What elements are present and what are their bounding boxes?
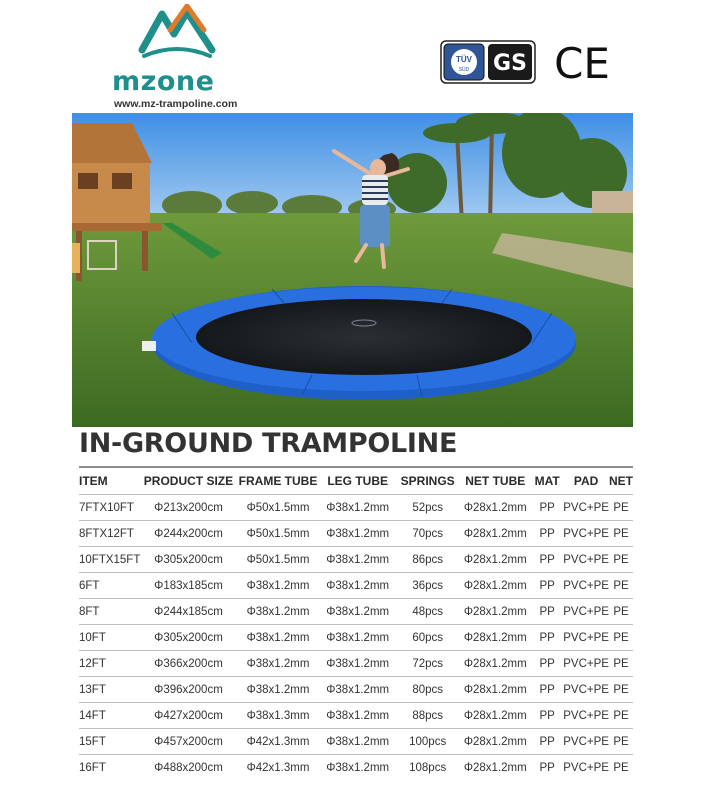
table-row <box>79 703 633 729</box>
cell-net: PE <box>609 495 633 521</box>
ce-label: CE <box>554 39 610 84</box>
cell-net-tube: Φ28x1.2mm <box>459 677 531 703</box>
cell-pad: PVC+PE <box>563 761 609 774</box>
cell-leg-tube: Φ38x1.2mm <box>319 625 395 651</box>
cell-springs: 60pcs <box>396 625 460 651</box>
cell-net-tube: Φ28x1.2mm <box>459 573 531 599</box>
cell-net: PE <box>609 729 633 755</box>
cell-springs: 70pcs <box>396 521 460 547</box>
cell-product-size: Φ244x185cm <box>140 599 236 625</box>
header-frame-tube: FRAME TUBE <box>237 468 320 495</box>
cell-net-tube: Φ28x1.2mm <box>459 495 531 521</box>
cell-net: PE <box>609 547 633 573</box>
header-pad: PAD <box>563 468 609 495</box>
table-row <box>79 677 633 703</box>
cell-product-size: Φ244x200cm <box>140 521 236 547</box>
cell-net-tube: Φ28x1.2mm <box>459 521 531 547</box>
cell-pad: PVC+PE <box>563 547 609 573</box>
cell-leg-tube: Φ38x1.2mm <box>319 599 395 625</box>
cell-net-tube: Φ28x1.2mm <box>459 547 531 573</box>
cell-mat: PP <box>531 651 563 677</box>
cell-pad: PVC+PE <box>563 521 609 547</box>
cell-pad: PVC+PE <box>563 703 609 729</box>
cell-product-size: Φ366x200cm <box>140 651 236 677</box>
cell-frame-tube: Φ50x1.5mm <box>237 521 320 547</box>
mountain-logo-icon <box>132 4 222 66</box>
cell-leg-tube: Φ38x1.2mm <box>319 703 395 729</box>
gs-label: GS <box>493 51 527 76</box>
cell-pad: PVC+PE <box>563 495 609 521</box>
cell-item: 14FT <box>79 703 140 729</box>
cell-mat: PP <box>539 761 555 774</box>
header-product-size: PRODUCT SIZE <box>140 468 236 495</box>
table-row <box>79 599 633 625</box>
header-net-tube: NET TUBE <box>459 468 531 495</box>
cell-product-size: Φ488x200cm <box>154 761 223 774</box>
cell-mat: PP <box>531 599 563 625</box>
cell-product-size: Φ213x200cm <box>140 495 236 521</box>
cell-frame-tube: Φ38x1.2mm <box>237 625 320 651</box>
brand-url: www.mz-trampoline.com <box>114 98 238 110</box>
cell-frame-tube: Φ38x1.2mm <box>237 651 320 677</box>
cell-leg-tube: Φ38x1.2mm <box>319 677 395 703</box>
product-photo <box>72 113 633 427</box>
cell-item: 8FT <box>79 599 140 625</box>
svg-text:SÜD: SÜD <box>458 67 470 73</box>
tuv-label: TÜV <box>456 55 472 64</box>
cell-net: PE <box>609 677 633 703</box>
table-row <box>79 729 633 755</box>
cell-pad: PVC+PE <box>563 677 609 703</box>
cell-pad: PVC+PE <box>563 625 609 651</box>
cell-springs: 108pcs <box>409 761 447 774</box>
cell-product-size: Φ396x200cm <box>140 677 236 703</box>
cell-leg-tube: Φ38x1.2mm <box>326 761 390 774</box>
cell-item: 10FT <box>79 625 140 651</box>
cell-item: 12FT <box>79 651 140 677</box>
table-body <box>79 495 633 781</box>
table-header-row <box>79 468 633 495</box>
cell-springs: 88pcs <box>396 703 460 729</box>
cell-springs: 100pcs <box>396 729 460 755</box>
table-row <box>79 495 633 521</box>
cell-net: PE <box>613 761 629 774</box>
cell-item: 13FT <box>79 677 140 703</box>
cell-frame-tube: Φ42x1.3mm <box>246 761 310 774</box>
cell-item: 10FTX15FT <box>79 547 140 573</box>
cell-product-size: Φ457x200cm <box>140 729 236 755</box>
cell-frame-tube: Φ50x1.5mm <box>237 495 320 521</box>
cell-mat: PP <box>531 677 563 703</box>
cell-springs: 48pcs <box>396 599 460 625</box>
cell-springs: 36pcs <box>396 573 460 599</box>
cell-leg-tube: Φ38x1.2mm <box>319 547 395 573</box>
cell-mat: PP <box>531 703 563 729</box>
header-net: NET <box>609 468 633 495</box>
cell-springs: 80pcs <box>396 677 460 703</box>
cell-frame-tube: Φ50x1.5mm <box>237 547 320 573</box>
cell-frame-tube: Φ38x1.3mm <box>237 703 320 729</box>
header-item: ITEM <box>79 468 140 495</box>
cell-springs: 86pcs <box>396 547 460 573</box>
header-springs: SPRINGS <box>396 468 460 495</box>
cell-springs: 72pcs <box>396 651 460 677</box>
header-mat: MAT <box>531 468 563 495</box>
cell-net: PE <box>609 521 633 547</box>
cell-product-size: Φ183x185cm <box>140 573 236 599</box>
table-row <box>79 521 633 547</box>
cell-mat: PP <box>531 573 563 599</box>
page-title: IN-GROUND TRAMPOLINE <box>79 428 458 459</box>
header-leg-tube: LEG TUBE <box>319 468 395 495</box>
cell-springs: 52pcs <box>396 495 460 521</box>
cell-pad: PVC+PE <box>563 651 609 677</box>
ce-mark-icon <box>552 38 612 84</box>
cell-net-tube: Φ28x1.2mm <box>459 625 531 651</box>
cell-leg-tube: Φ38x1.2mm <box>319 521 395 547</box>
cell-leg-tube: Φ38x1.2mm <box>319 651 395 677</box>
cell-net-tube: Φ28x1.2mm <box>459 599 531 625</box>
brand-logo <box>110 4 250 108</box>
cell-leg-tube: Φ38x1.2mm <box>319 573 395 599</box>
table-row <box>79 625 633 651</box>
cell-net: PE <box>609 651 633 677</box>
cell-item: 16FT <box>79 761 106 774</box>
cell-mat: PP <box>531 625 563 651</box>
brand-name: mzone <box>112 66 215 97</box>
cell-pad: PVC+PE <box>563 599 609 625</box>
cell-mat: PP <box>531 495 563 521</box>
cell-frame-tube: Φ38x1.2mm <box>237 677 320 703</box>
table-row <box>79 573 633 599</box>
cell-product-size: Φ305x200cm <box>140 625 236 651</box>
cell-leg-tube: Φ38x1.2mm <box>319 495 395 521</box>
cell-net-tube: Φ28x1.2mm <box>459 651 531 677</box>
table-row <box>79 547 633 573</box>
cell-item: 6FT <box>79 573 140 599</box>
tuv-gs-certification-icon <box>440 40 536 84</box>
cell-net-tube: Φ28x1.2mm <box>459 703 531 729</box>
cell-frame-tube: Φ42x1.3mm <box>237 729 320 755</box>
cell-mat: PP <box>531 729 563 755</box>
cell-net-tube: Φ28x1.2mm <box>459 729 531 755</box>
cell-net: PE <box>609 625 633 651</box>
cell-frame-tube: Φ38x1.2mm <box>237 573 320 599</box>
cell-net-tube: Φ28x1.2mm <box>463 761 527 774</box>
cell-product-size: Φ427x200cm <box>140 703 236 729</box>
cell-net: PE <box>609 703 633 729</box>
cell-frame-tube: Φ38x1.2mm <box>237 599 320 625</box>
cell-mat: PP <box>531 547 563 573</box>
cell-item: 7FTX10FT <box>79 495 140 521</box>
table-row <box>79 651 633 677</box>
cell-leg-tube: Φ38x1.2mm <box>319 729 395 755</box>
spec-table <box>79 468 633 780</box>
cell-item: 15FT <box>79 729 140 755</box>
table-row <box>79 755 633 781</box>
cell-pad: PVC+PE <box>563 573 609 599</box>
cell-product-size: Φ305x200cm <box>140 547 236 573</box>
cell-net: PE <box>609 599 633 625</box>
cell-pad: PVC+PE <box>563 729 609 755</box>
cell-mat: PP <box>531 521 563 547</box>
cell-item: 8FTX12FT <box>79 521 140 547</box>
cell-net: PE <box>609 573 633 599</box>
